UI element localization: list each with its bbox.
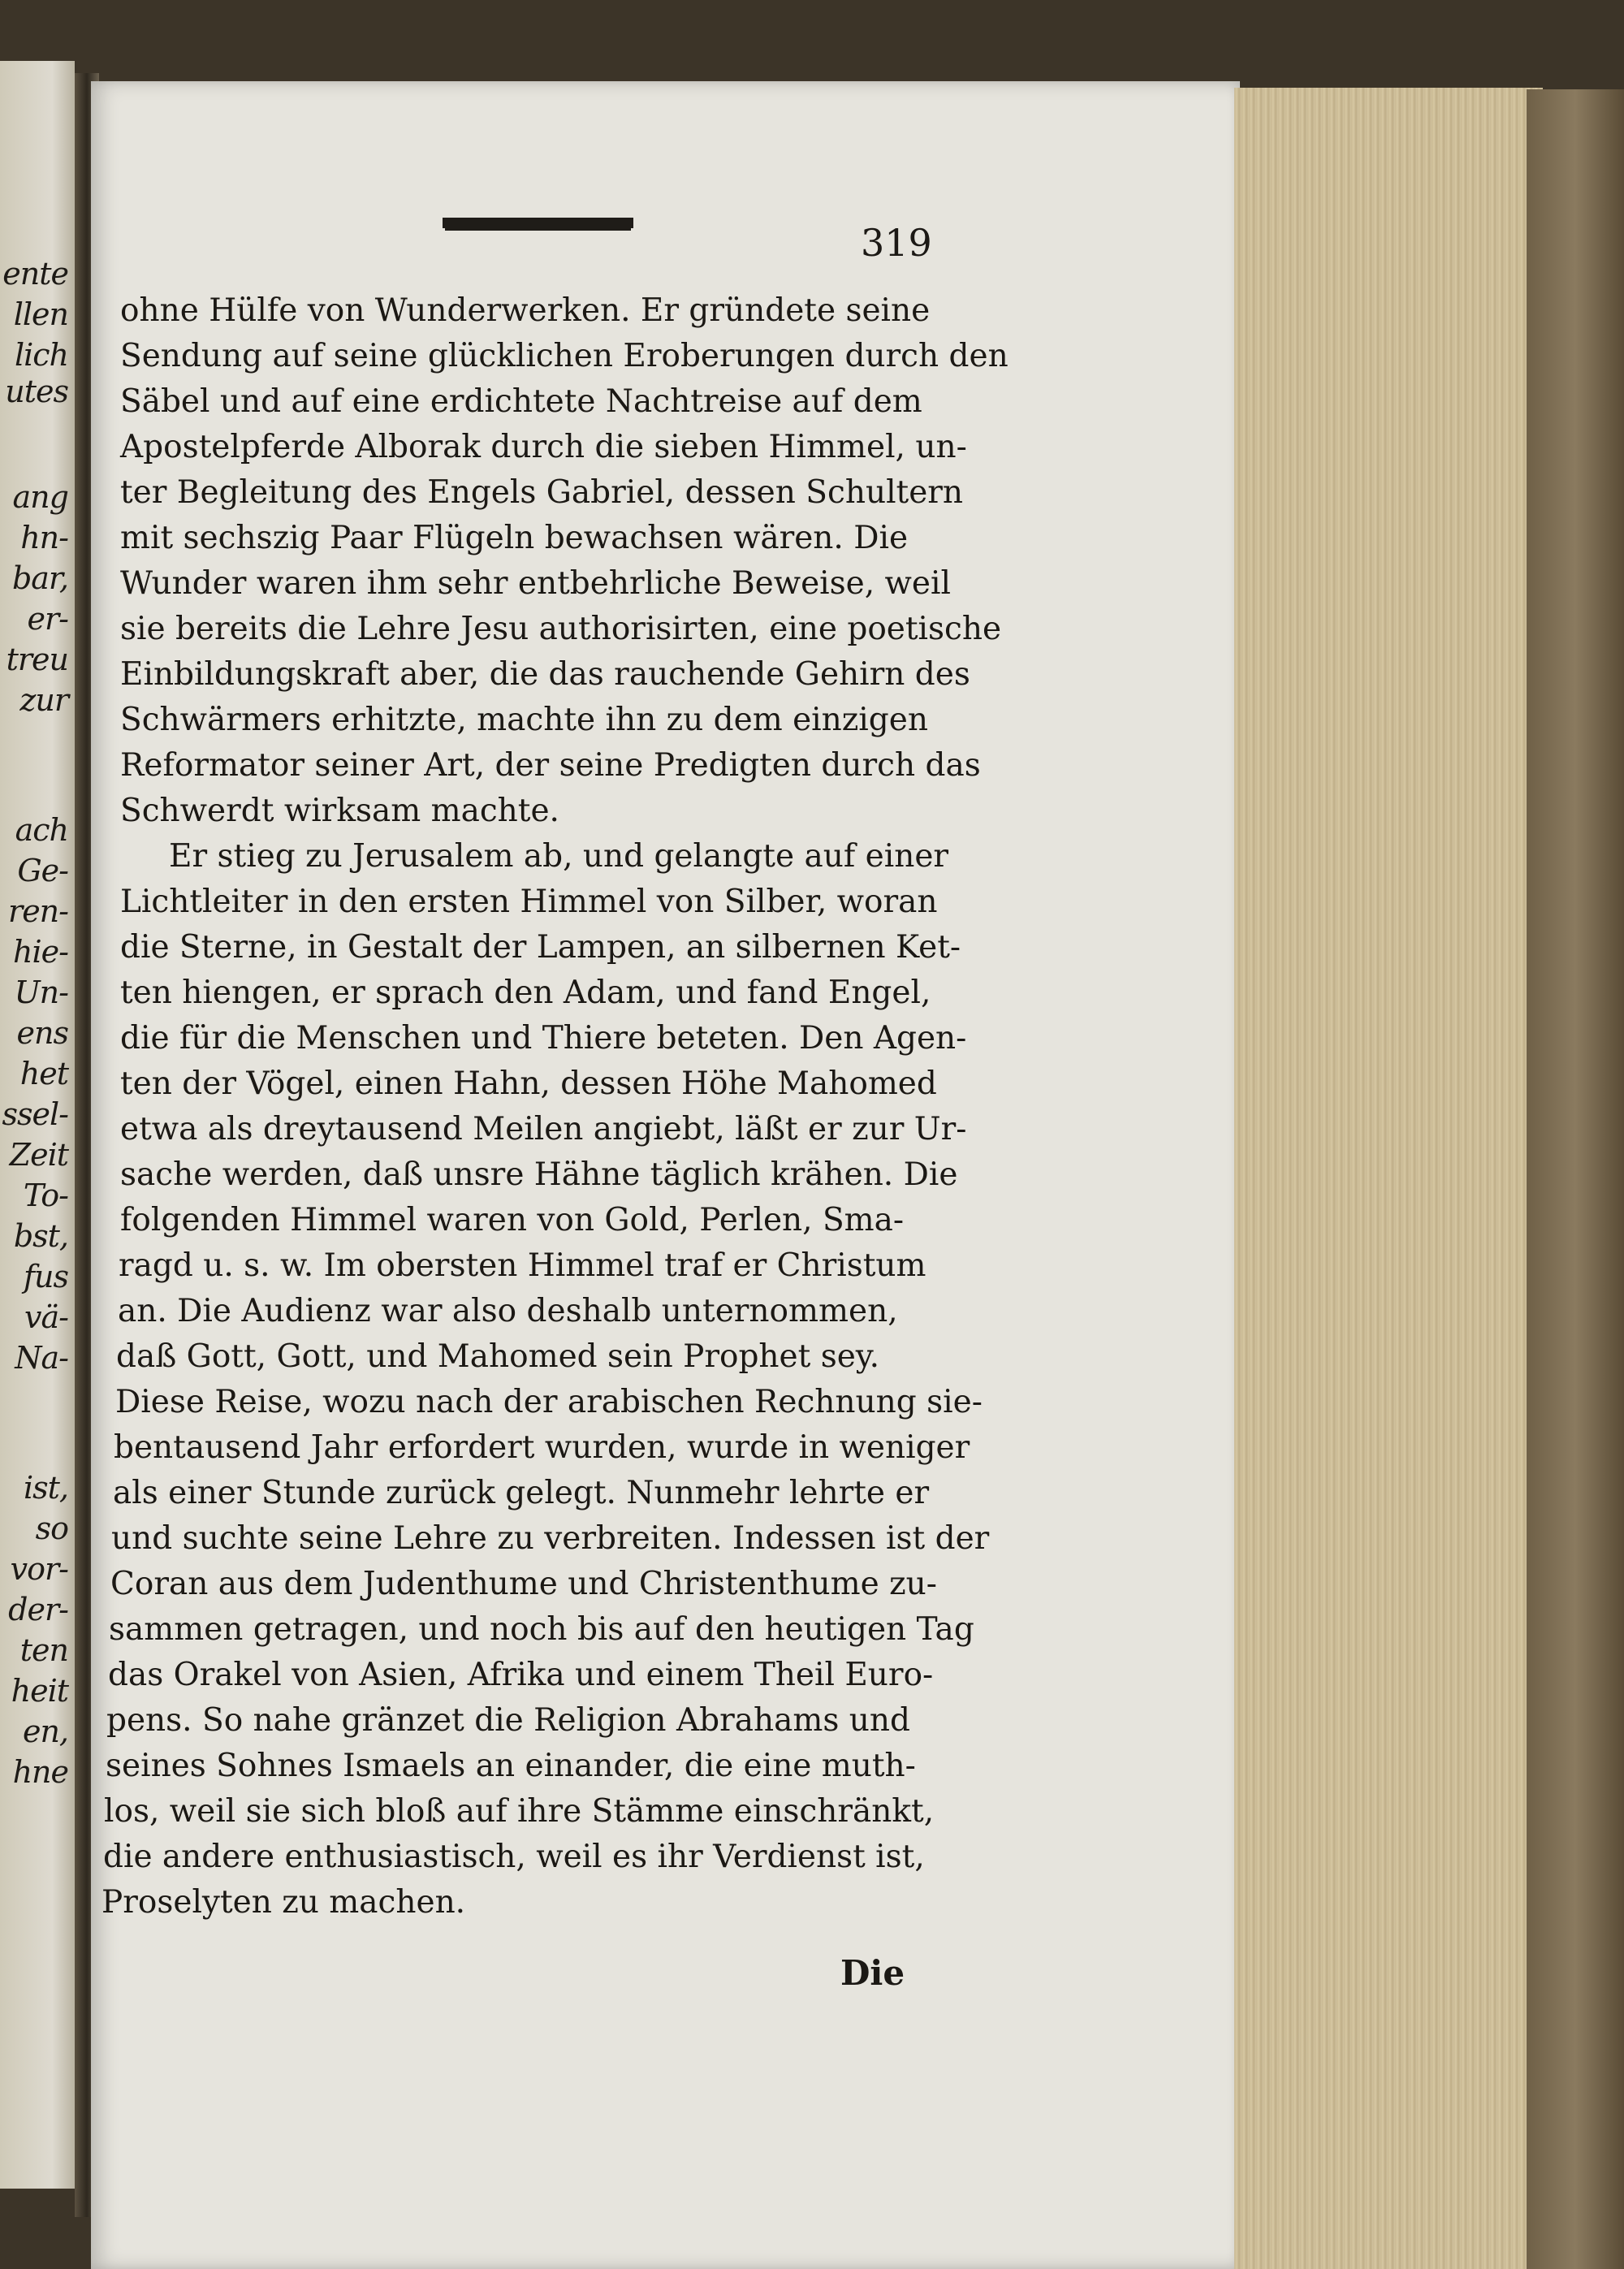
page-block-edges <box>1234 88 1543 2269</box>
catchword: Die <box>840 1953 905 1993</box>
left-page-fragment: ten <box>19 1632 68 1668</box>
left-page-fragment: hie- <box>13 934 68 970</box>
left-page-fragment: er- <box>27 601 68 637</box>
text-line: Er stieg zu Jerusalem ab, und gelangte auf einer <box>169 838 949 875</box>
text-line: bentausend Jahr erfordert wurden, wurde in weniger <box>114 1429 970 1466</box>
left-page-fragment: ach <box>15 812 68 848</box>
text-line: Diese Reise, wozu nach der arabischen Rechnung sie- <box>115 1384 983 1420</box>
text-line: Apostelpferde Alborak durch die sieben Himmel, un- <box>120 429 967 465</box>
text-line: Schwärmers erhitzte, machte ihn zu dem einzigen <box>120 702 928 738</box>
left-facing-page <box>0 61 75 2189</box>
text-line: etwa als dreytausend Meilen angiebt, läßt er zur Ur- <box>120 1111 967 1147</box>
text-line: sache werden, daß unsre Hähne täglich krähen. Die <box>120 1156 958 1193</box>
left-page-fragment: vä- <box>24 1299 68 1335</box>
text-line: die für die Menschen und Thiere beteten. Den Agen- <box>120 1020 967 1057</box>
text-line: los, weil sie sich bloß auf ihre Stämme einschränkt, <box>104 1793 935 1830</box>
left-page-fragment: utes <box>5 374 68 409</box>
text-line: sammen getragen, und noch bis auf den heutigen Tag <box>109 1611 974 1648</box>
left-page-fragment: Ge- <box>17 853 68 888</box>
left-page-fragment: Un- <box>14 975 68 1010</box>
text-line: Wunder waren ihm sehr entbehrliche Beweise, weil <box>120 565 951 602</box>
text-line: und suchte seine Lehre zu verbreiten. Indessen ist der <box>111 1520 990 1557</box>
left-page-fragment: der- <box>8 1592 68 1627</box>
text-line: Einbildungskraft aber, die das rauchende Gehirn des <box>120 656 970 693</box>
left-page-fragment: bar, <box>11 560 68 596</box>
left-page-fragment: treu <box>6 642 68 677</box>
left-page-fragment: zur <box>19 682 68 718</box>
text-line: die Sterne, in Gestalt der Lampen, an silbernen Ket- <box>120 929 961 966</box>
left-page-fragment: ist, <box>23 1470 68 1506</box>
text-line: seines Sohnes Ismaels an einander, die eine muth- <box>106 1748 916 1784</box>
text-line: Säbel und auf eine erdichtete Nachtreise auf dem <box>120 383 922 420</box>
text-line: Sendung auf seine glücklichen Eroberungen durch den <box>120 338 1009 374</box>
left-page-fragment: heit <box>11 1673 68 1709</box>
text-line: ter Begleitung des Engels Gabriel, dessen Schultern <box>120 474 964 511</box>
text-line: Schwerdt wirksam machte. <box>120 793 559 829</box>
text-line: das Orakel von Asien, Afrika und einem Theil Euro- <box>108 1657 934 1693</box>
text-line: ragd u. s. w. Im obersten Himmel traf er Christum <box>119 1247 926 1284</box>
left-page-fragment: ang <box>12 479 68 515</box>
text-line: pens. So nahe gränzet die Religion Abrahams und <box>106 1702 910 1739</box>
left-page-fragment: Na- <box>15 1340 68 1376</box>
left-page-fragment: bst, <box>13 1218 68 1254</box>
text-line: ohne Hülfe von Wunderwerken. Er gründete seine <box>120 292 931 329</box>
text-line: als einer Stunde zurück gelegt. Nunmehr lehrte er <box>113 1475 930 1511</box>
text-line: folgenden Himmel waren von Gold, Perlen, Sma- <box>120 1202 905 1238</box>
page-number: 319 <box>861 221 932 265</box>
left-page-fragment: fus <box>23 1259 68 1294</box>
text-line: mit sechszig Paar Flügeln bewachsen wären. Die <box>120 520 909 556</box>
left-page-fragment: llen <box>13 296 68 332</box>
left-page-fragment: en, <box>22 1714 68 1749</box>
text-line: ten hiengen, er sprach den Adam, und fand Engel, <box>120 975 931 1011</box>
left-page-fragment: ente <box>2 256 68 292</box>
text-line: daß Gott, Gott, und Mahomed sein Prophet sey. <box>116 1338 880 1375</box>
left-page-fragment: hn- <box>20 520 68 555</box>
left-page-fragment: ens <box>16 1015 68 1051</box>
text-line: ten der Vögel, einen Hahn, dessen Höhe Mahomed <box>120 1065 937 1102</box>
text-line: an. Die Audienz war also deshalb unternommen, <box>118 1293 898 1329</box>
text-line: sie bereits die Lehre Jesu authorisirten, eine poetische <box>120 611 1002 647</box>
left-page-fragment: ren- <box>8 893 68 929</box>
left-page-fragment: hne <box>12 1754 68 1790</box>
header-rule <box>443 218 633 228</box>
text-line: Proselyten zu machen. <box>102 1884 466 1921</box>
text-line: Coran aus dem Judenthume und Christenthume zu- <box>110 1566 937 1602</box>
left-page-fragment: vor- <box>10 1551 68 1587</box>
text-line: Reformator seiner Art, der seine Predigten durch das <box>120 747 981 784</box>
text-line: die andere enthusiastisch, weil es ihr Verdienst ist, <box>103 1839 925 1875</box>
left-page-fragment: To- <box>23 1178 68 1213</box>
left-page-fragment: ssel- <box>2 1096 68 1132</box>
left-page-fragment: het <box>19 1056 68 1091</box>
left-page-fragment: Zeit <box>9 1137 68 1173</box>
text-line: Lichtleiter in den ersten Himmel von Silber, woran <box>120 884 938 920</box>
left-page-fragment: lich <box>14 337 68 373</box>
book-cover-edge <box>1527 89 1624 2269</box>
left-page-fragment: so <box>35 1511 68 1546</box>
